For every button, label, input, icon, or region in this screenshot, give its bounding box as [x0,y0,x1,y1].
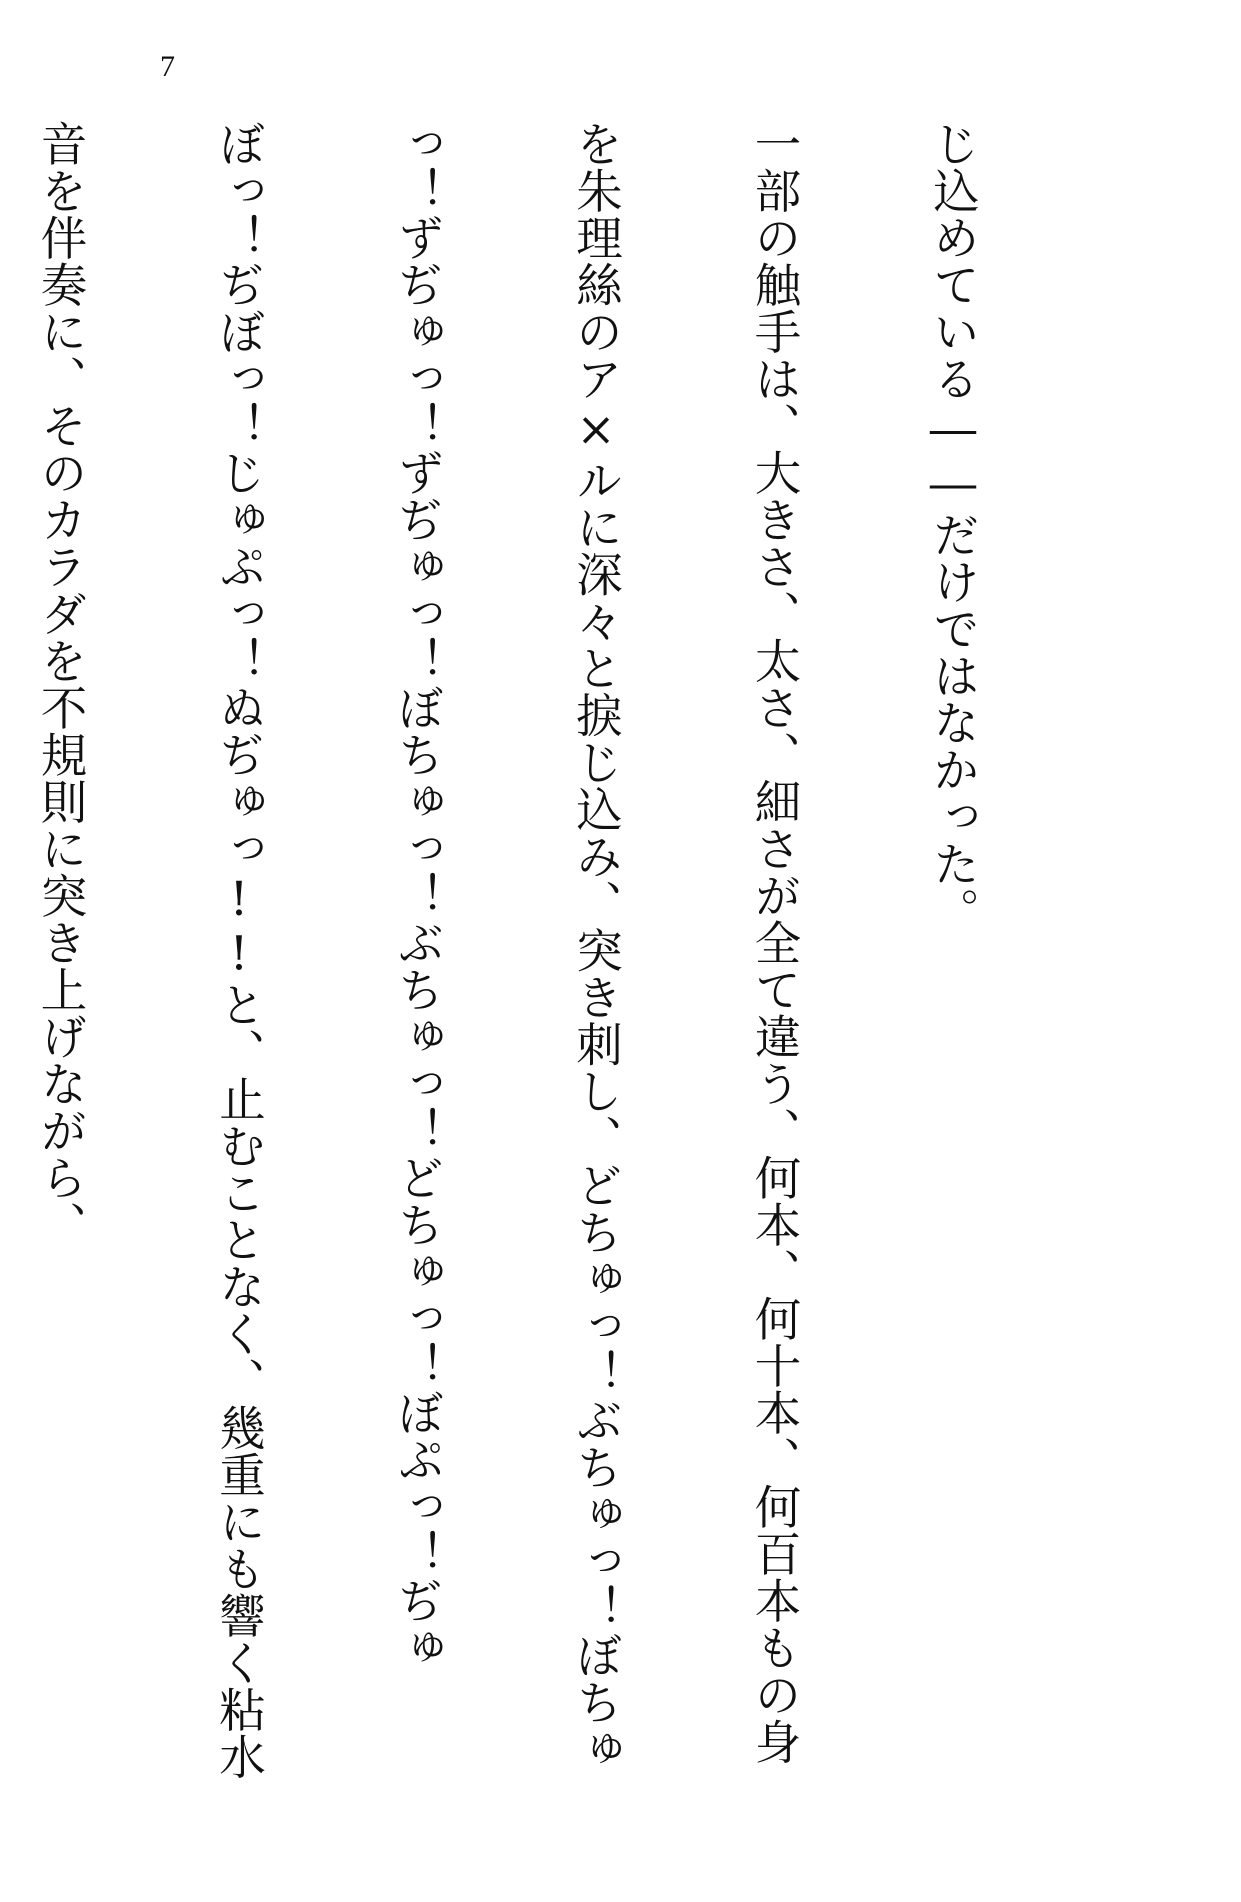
text-line: 音を伴奏に、そのカラダを不規則に突き上げながら、 [33,120,88,1248]
text-line: っ！ずぢゅっ！ずぢゅっ！ぼちゅっ！ぶちゅっ！どちゅっ！ぼぷっ！ぢゅ [390,120,445,1671]
text-line: 一部の触手は、大きさ、太さ、細さが全て違う、何本、何十本、何百本もの身 [747,120,802,1765]
text-line: じ込めている――だけではなかった。 [926,120,980,934]
text-line: を朱理絲のア×ルに深々と捩じ込み、突き刺し、どちゅっ！ぶちゅっ！ぼちゅ [569,120,623,1773]
text-line: ぼっ！ぢぼっ！じゅぷっ！ぬぢゅっ!!と、止むことなく、幾重にも響く粘水 [212,120,266,1780]
vertical-text-body [0,120,1101,1780]
page-number: 7 [160,50,175,83]
